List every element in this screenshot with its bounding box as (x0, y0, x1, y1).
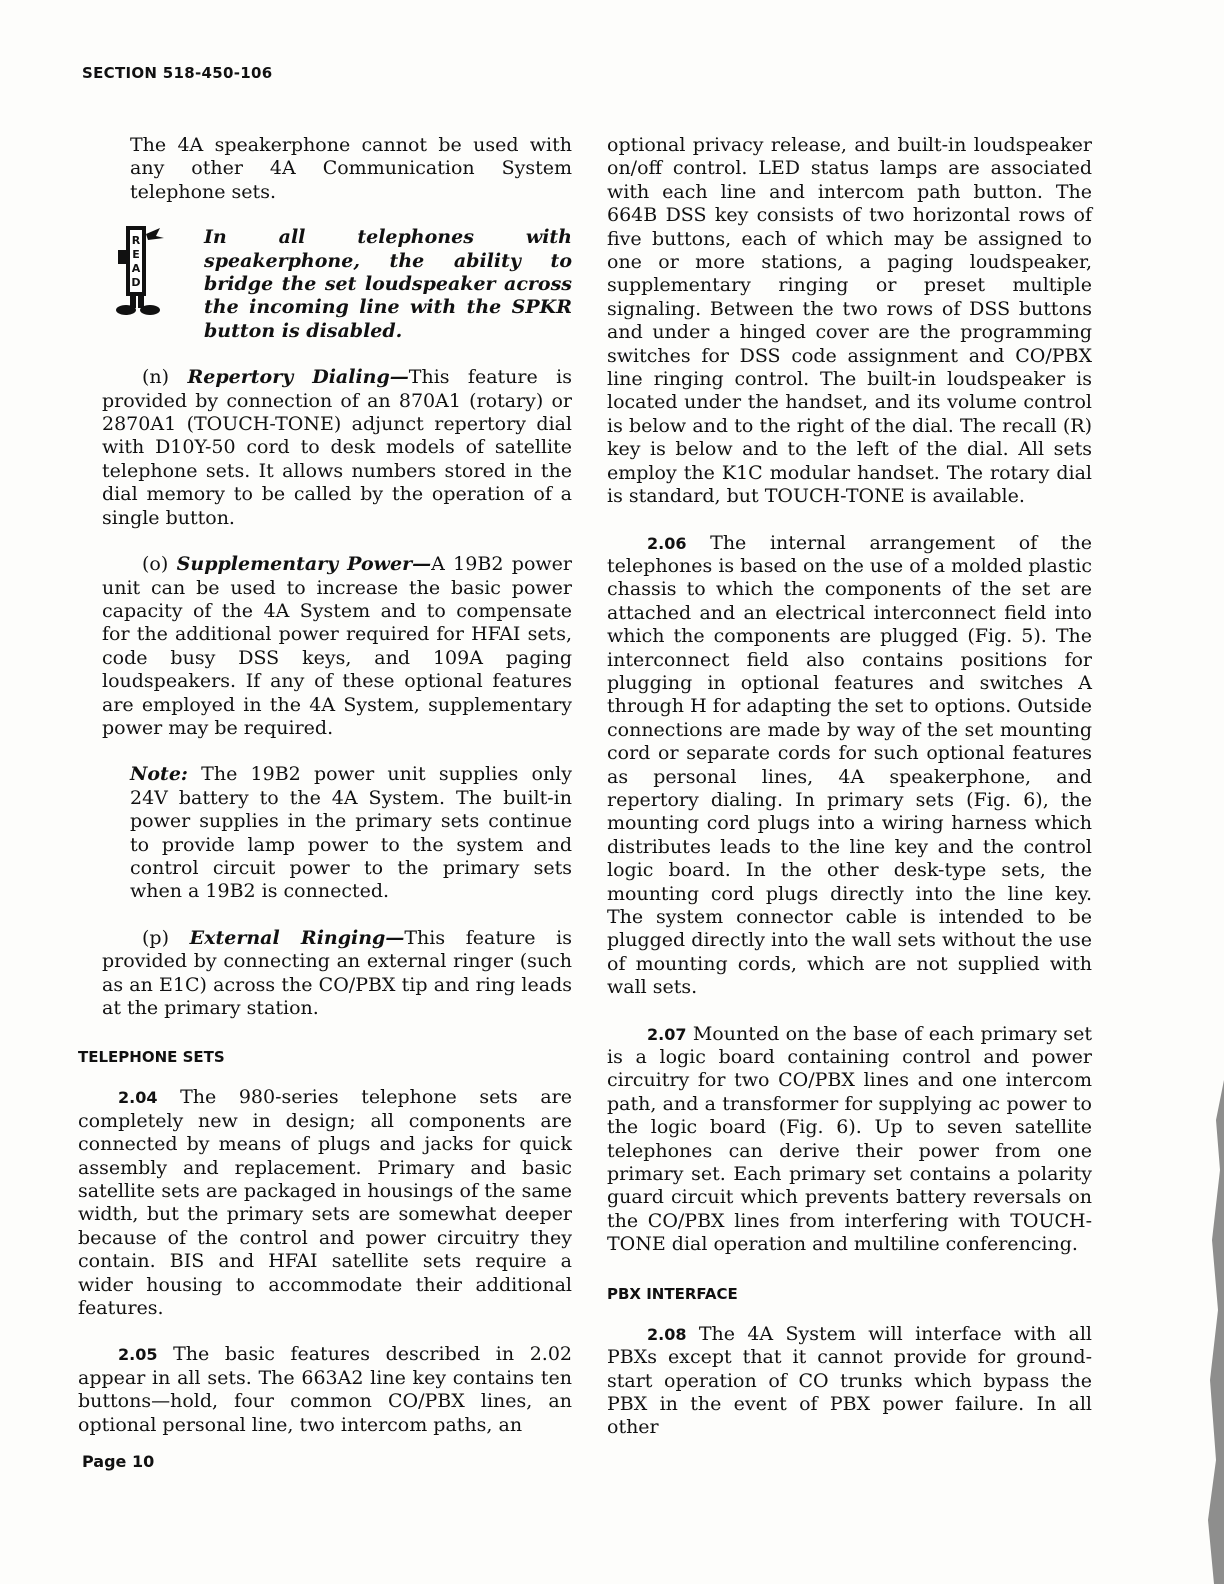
paragraph-2-05: 2.05 The basic features described in 2.02 appear in all sets. The 663A2 line key contains ten buttons—hold, four common CO/PBX lines, an optional personal line, two intercom paths, an (78, 1343, 572, 1436)
page-edge-shadow (1194, 1080, 1224, 1584)
item-p: (p) External Ringing—This feature is provided by connecting an external ringer (such as an E1C) across the CO/PBX tip and ring leads at the primary station. (102, 926, 572, 1019)
svg-text:R: R (131, 234, 141, 248)
speakerphone-paragraph: The 4A speakerphone cannot be used with any other 4A Communication System telephone sets. (130, 134, 572, 203)
item-o: (o) Supplementary Power—A 19B2 power unit can be used to increase the basic power capacity of the 4A System and to compensate for the additional power required for HFAI sets, code busy DSS keys, and 109A paging loudspeakers. If any of these optional features are employed in the 4A System, supplementary power may be required. (102, 553, 572, 739)
paragraph-2-07: 2.07 Mounted on the base of each primary set is a logic board containing control and power circuitry for two CO/PBX lines and one intercom path, and a transformer for supplying ac power to the logic board (Fig. 6). Up to seven satellite telephones can derive their power from one primary set. Each primary set contains a polarity guard circuit which prevents battery reversals on the CO/PBX lines from interfering with TOUCH-TONE dial operation and multiline conferencing. (607, 1022, 1092, 1256)
continued-paragraph: optional privacy release, and built-in loudspeaker on/off control. LED status lamps are associated with each line and intercom path button. The 664B DSS key consists of two horizontal rows of five buttons, each of which may be assigned to one or more stations, a paging loudspeaker, supplementary ringing or preset multiple signaling. Between the two rows of DSS buttons and under a hinged cover are the programming switches for DSS code assignment and CO/PBX line ringing control. The built-in loudspeaker is located under the handset, and its volume control is below and to the right of the dial. The recall (R) key is below and to the left of the dial. All sets employ the K1C modular handset. The rotary dial is standard, but TOUCH-TONE is available. (607, 134, 1092, 508)
right-column (607, 134, 1092, 1440)
page-number: Page 10 (82, 1452, 155, 1471)
read-sign-icon (108, 220, 188, 320)
paragraph-2-08: 2.08 The 4A System will interface with all PBXs except that it cannot provide for ground-start operation of CO trunks which bypass the PBX in the event of PBX power failure. In all other (607, 1322, 1092, 1439)
note-paragraph: Note: The 19B2 power unit supplies only 24V battery to the 4A System. The built-in power supplies in the primary sets continue to provide lamp power to the system and control circuit power to the primary sets when a 19B2 is connected. (130, 763, 572, 903)
item-n: (n) Repertory Dialing—This feature is provided by connection of an 870A1 (rotary) or 2870A1 (TOUCH-TONE) adjunct repertory dial with D10Y-50 cord to desk models of satellite telephone sets. It allows numbers stored in the dial memory to be called by the operation of a single button. (102, 366, 572, 529)
left-column (78, 134, 572, 1437)
svg-text:E: E (132, 248, 140, 262)
pbx-interface-heading: PBX INTERFACE (607, 1284, 738, 1303)
telephone-sets-heading: TELEPHONE SETS (78, 1048, 225, 1067)
svg-text:D: D (131, 276, 141, 290)
paragraph-2-06: 2.06 The internal arrangement of the telephones is based on the use of a molded plastic chassis to which the components of the set are attached and an electrical interconnect field into which the components are plugged (Fig. 5). The interconnect field also contains positions for plugging in optional features and switches A through H for adapting the set to options. Outside connections are made by way of the set mounting cord or separate cords for such optional features as personal lines, 4A speakerphone, and repertory dialing. In primary sets (Fig. 6), the mounting cord plugs into a wiring harness which distributes leads to the line key and the control logic board. In the other desk-type sets, the mounting cord plugs directly into the line key. The system connector cable is intended to be plugged directly into the wall sets without the use of mounting cords, which are not supplied with wall sets. (607, 531, 1092, 999)
section-header: SECTION 518-450-106 (82, 64, 273, 82)
warning-text: In all telephones with speakerphone, the ability to bridge the set loudspeaker across the incoming line with the SPKR button is disabled. (204, 226, 572, 342)
read-warning (130, 226, 572, 343)
svg-text:A: A (131, 262, 141, 276)
paragraph-2-04: 2.04 The 980-series telephone sets are completely new in design; all components are connected by means of plugs and jacks for quick assembly and replacement. Primary and basic satellite sets are packaged in housings of the same width, but the primary sets are somewhat deeper because of the control and power circuitry they contain. BIS and HFAI satellite sets require a wider housing to accommodate their additional features. (78, 1086, 572, 1320)
